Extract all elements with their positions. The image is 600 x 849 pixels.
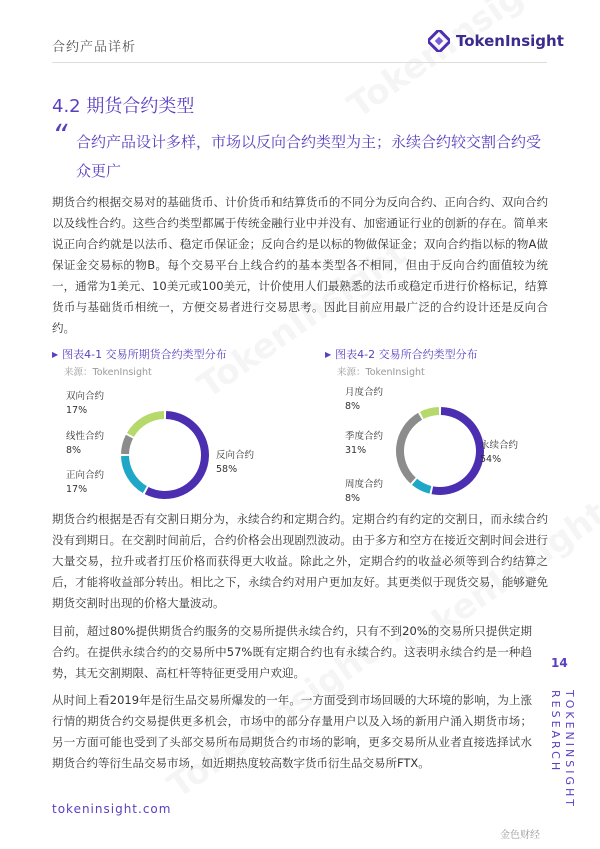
chart-label: 正向合约 17%: [66, 470, 105, 495]
footer-logo: 金色财经: [500, 830, 540, 841]
section-title: 4.2 期货合约类型: [52, 96, 195, 117]
chart-label: 双向合约 17%: [66, 391, 105, 416]
footer-url[interactable]: tokeninsight.com: [52, 802, 172, 816]
tokeninsight-logo-icon: [428, 30, 450, 52]
donut-chart-4-1: [110, 400, 220, 510]
chart-label: 月度合约 8%: [345, 387, 384, 412]
triangle-bullet-icon: ▶: [325, 349, 332, 359]
pull-quote: 合约产品设计多样，市场以反向合约类型为主；永续合约较交割合约受众更广: [76, 133, 542, 180]
paragraph: 目前，超过80%提供期货合约服务的交易所提供永续合约，只有不到20%的交易所只提供定期合约。在提供永续合约的交易所中57%既有定期合约也有永续合约。这表明永续合约是一种趋势，其无交割期限、高杠杆等特征更受用户欢迎。: [52, 624, 532, 680]
chart-title: 图表4-2 交易所合约类型分布: [335, 348, 478, 361]
side-brand-text: TOKENINSIGHT RESEARCH: [549, 690, 576, 809]
paragraph: 从时间上看2019年是衍生品交易所爆发的一年。一方面受到市场回暖的大环境的影响，为上涨行情的期货合约交易提供更多机会，市场中的部分存量用户以及入场的新用户涌入期货市场；另一方面可能也受到了头部交易所布局期货合约市场的影响，更多交易所从业者直接选择试水期货合约等衍生品交易市场，如近期热度较高数字货币衍生品交易所FTX。: [52, 693, 532, 770]
figure-4-2: [325, 346, 478, 378]
chart-label: 线性合约 8%: [66, 431, 105, 456]
paragraph: 期货合约根据是否有交割日期分为，永续合约和定期合约。定期合约有约定的交割日，而永续合约没有到期日。在交割时间前后，合约价格会出现剧烈波动。由于多方和空方在接近交割时间会进行大量交易，拉升或者打压价格而获得更大收益。除此之外，定期合约的收益必须等到合约结算之后，才能将收益部分转出。相比之下，永续合约对用户更加友好。其更类似于现货交易，能够避免期货交割时出现的价格大量波动。: [52, 512, 548, 610]
figure-title: [52, 346, 227, 362]
chart-label: 周度合约 8%: [345, 479, 384, 504]
chart-source: 来源：TokenInsight: [337, 367, 425, 378]
donut-slice: [420, 407, 439, 419]
logo-text: TokenInsight: [456, 32, 564, 50]
quote-mark: “: [52, 119, 68, 154]
chart-title: 图表4-1 交易所期货合约类型分布: [62, 348, 227, 361]
chart-source: 来源：TokenInsight: [64, 367, 152, 378]
donut-slice: [127, 411, 164, 437]
figure-4-1: [52, 346, 227, 378]
chart-label: 季度合约 31%: [345, 431, 384, 456]
figure-title: [325, 346, 478, 362]
header-title: 合约产品详析: [52, 40, 137, 55]
chart-label: 永续合约 54%: [480, 440, 519, 465]
donut-slice: [412, 479, 431, 494]
logo: [428, 30, 564, 52]
donut-slice: [121, 456, 147, 493]
donut-chart-4-2: [385, 396, 495, 506]
donut-slice: [121, 435, 133, 454]
header-divider: [52, 62, 547, 63]
triangle-bullet-icon: ▶: [52, 349, 59, 359]
donut-slice: [396, 413, 422, 484]
paragraph: 期货合约根据交易对的基础货币、计价货币和结算货币的不同分为反向合约、正向合约、双向合约以及线性合约。这些合约类型都属于传统金融行业中并没有、加密通证行业的创新的存在。简单来说正向合约就是以法币、稳定币保证金；反向合约是以标的物做保证金；双向合约指以标的物A做保证金交易标的物B。每个交易平台上线合约的基本类型各不相同，但由于反向合约面值较为统一，通常为1美元、10美元或100美元，计价使用人们最熟悉的法币或稳定币进行价格标记，结算货币与基础货币相统一，方便交易者进行交易思考。因此目前应用最广泛的合约设计还是反向合约。: [52, 195, 548, 335]
donut-slice: [145, 411, 209, 499]
page-number: 14: [551, 656, 568, 670]
watermark: [341, 0, 564, 127]
donut-slice: [432, 407, 484, 495]
chart-label: 反向合约 58%: [216, 450, 255, 475]
